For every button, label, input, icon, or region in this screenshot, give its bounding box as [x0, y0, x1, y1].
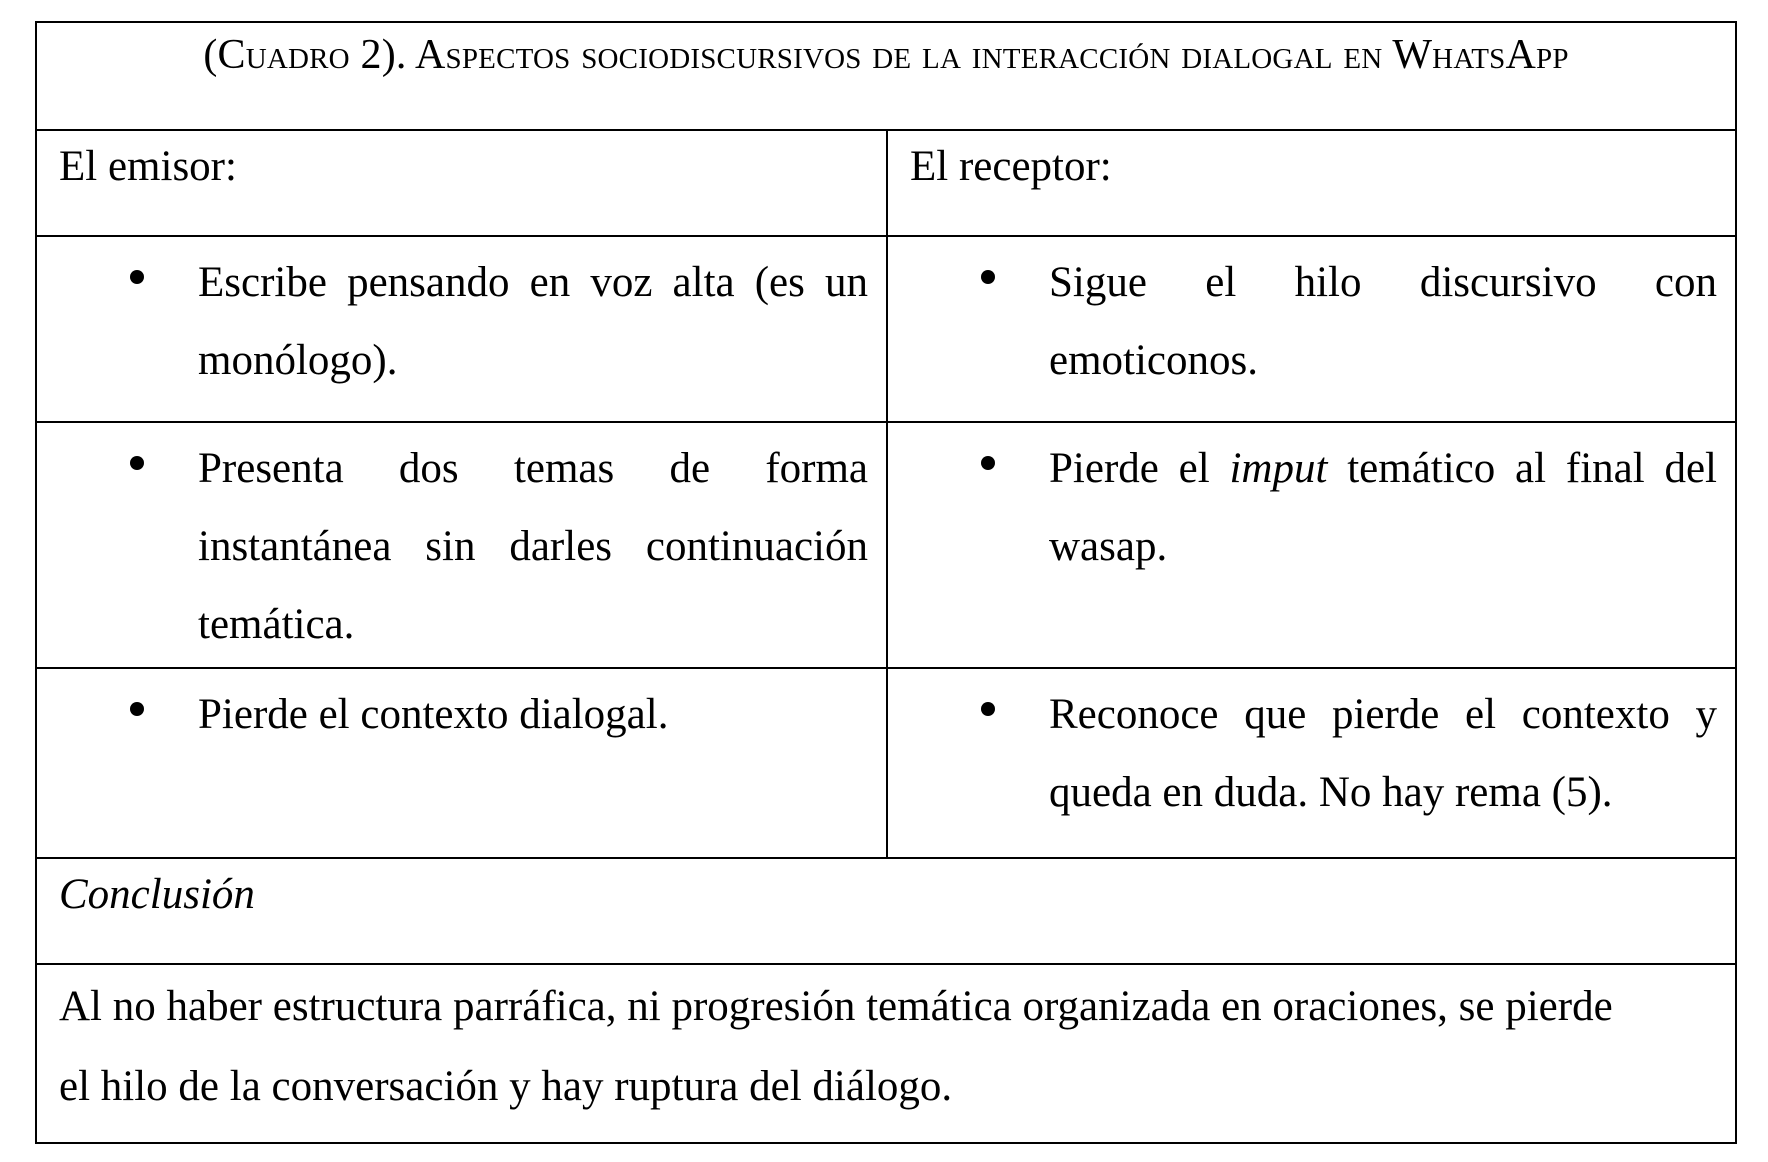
emisor-point: Presenta dos temas de forma instantánea sin darles continuación temática.: [198, 445, 868, 648]
table-title: (Cuadro 2). Aspectos sociodiscursivos de la interacción dialogal en WhatsApp: [203, 32, 1569, 78]
table-title-row: [37, 23, 1735, 131]
header-cell-receptor: [888, 131, 1735, 235]
bullet-icon: [981, 270, 995, 284]
emisor-cell: [37, 237, 888, 421]
conclusion-body-cell: [37, 965, 1735, 1144]
aspects-table: [35, 21, 1737, 1144]
conclusion-body-row: [37, 965, 1735, 1144]
header-cell-emisor: [37, 131, 888, 235]
table-header-row: [37, 131, 1735, 237]
conclusion-line: Al no haber estructura parráfica, ni progresión temática organizada en oraciones, se pierde: [59, 983, 1613, 1030]
header-receptor: El receptor:: [910, 143, 1112, 190]
conclusion-text: [59, 967, 1717, 1127]
receptor-point: Pierde el imput temático al final del wasap.: [1049, 445, 1717, 570]
table-row: [37, 423, 1735, 669]
receptor-cell: [888, 237, 1735, 421]
bullet-icon: [130, 270, 144, 284]
header-emisor: El emisor:: [59, 143, 237, 190]
bullet-icon: [130, 702, 144, 716]
bullet-icon: [130, 456, 144, 470]
conclusion-label-row: [37, 859, 1735, 965]
emisor-point: Pierde el contexto dialogal.: [198, 691, 669, 738]
imput-term: imput: [1229, 445, 1328, 492]
receptor-cell: [888, 423, 1735, 667]
emisor-point: Escribe pensando en voz alta (es un monólogo).: [198, 259, 868, 384]
receptor-point: Reconoce que pierde el contexto y queda en duda. No hay rema (5).: [1049, 691, 1717, 816]
receptor-cell: [888, 669, 1735, 857]
bullet-icon: [981, 702, 995, 716]
conclusion-line: el hilo de la conversación y hay ruptura del diálogo.: [59, 1063, 953, 1110]
table-row: [37, 237, 1735, 423]
conclusion-label: Conclusión: [59, 871, 255, 918]
conclusion-label-cell: [37, 859, 1735, 963]
receptor-point: Sigue el hilo discursivo con emoticonos.: [1049, 259, 1717, 384]
emisor-cell: [37, 423, 888, 667]
emisor-cell: [37, 669, 888, 857]
bullet-icon: [981, 456, 995, 470]
table-row: [37, 669, 1735, 859]
